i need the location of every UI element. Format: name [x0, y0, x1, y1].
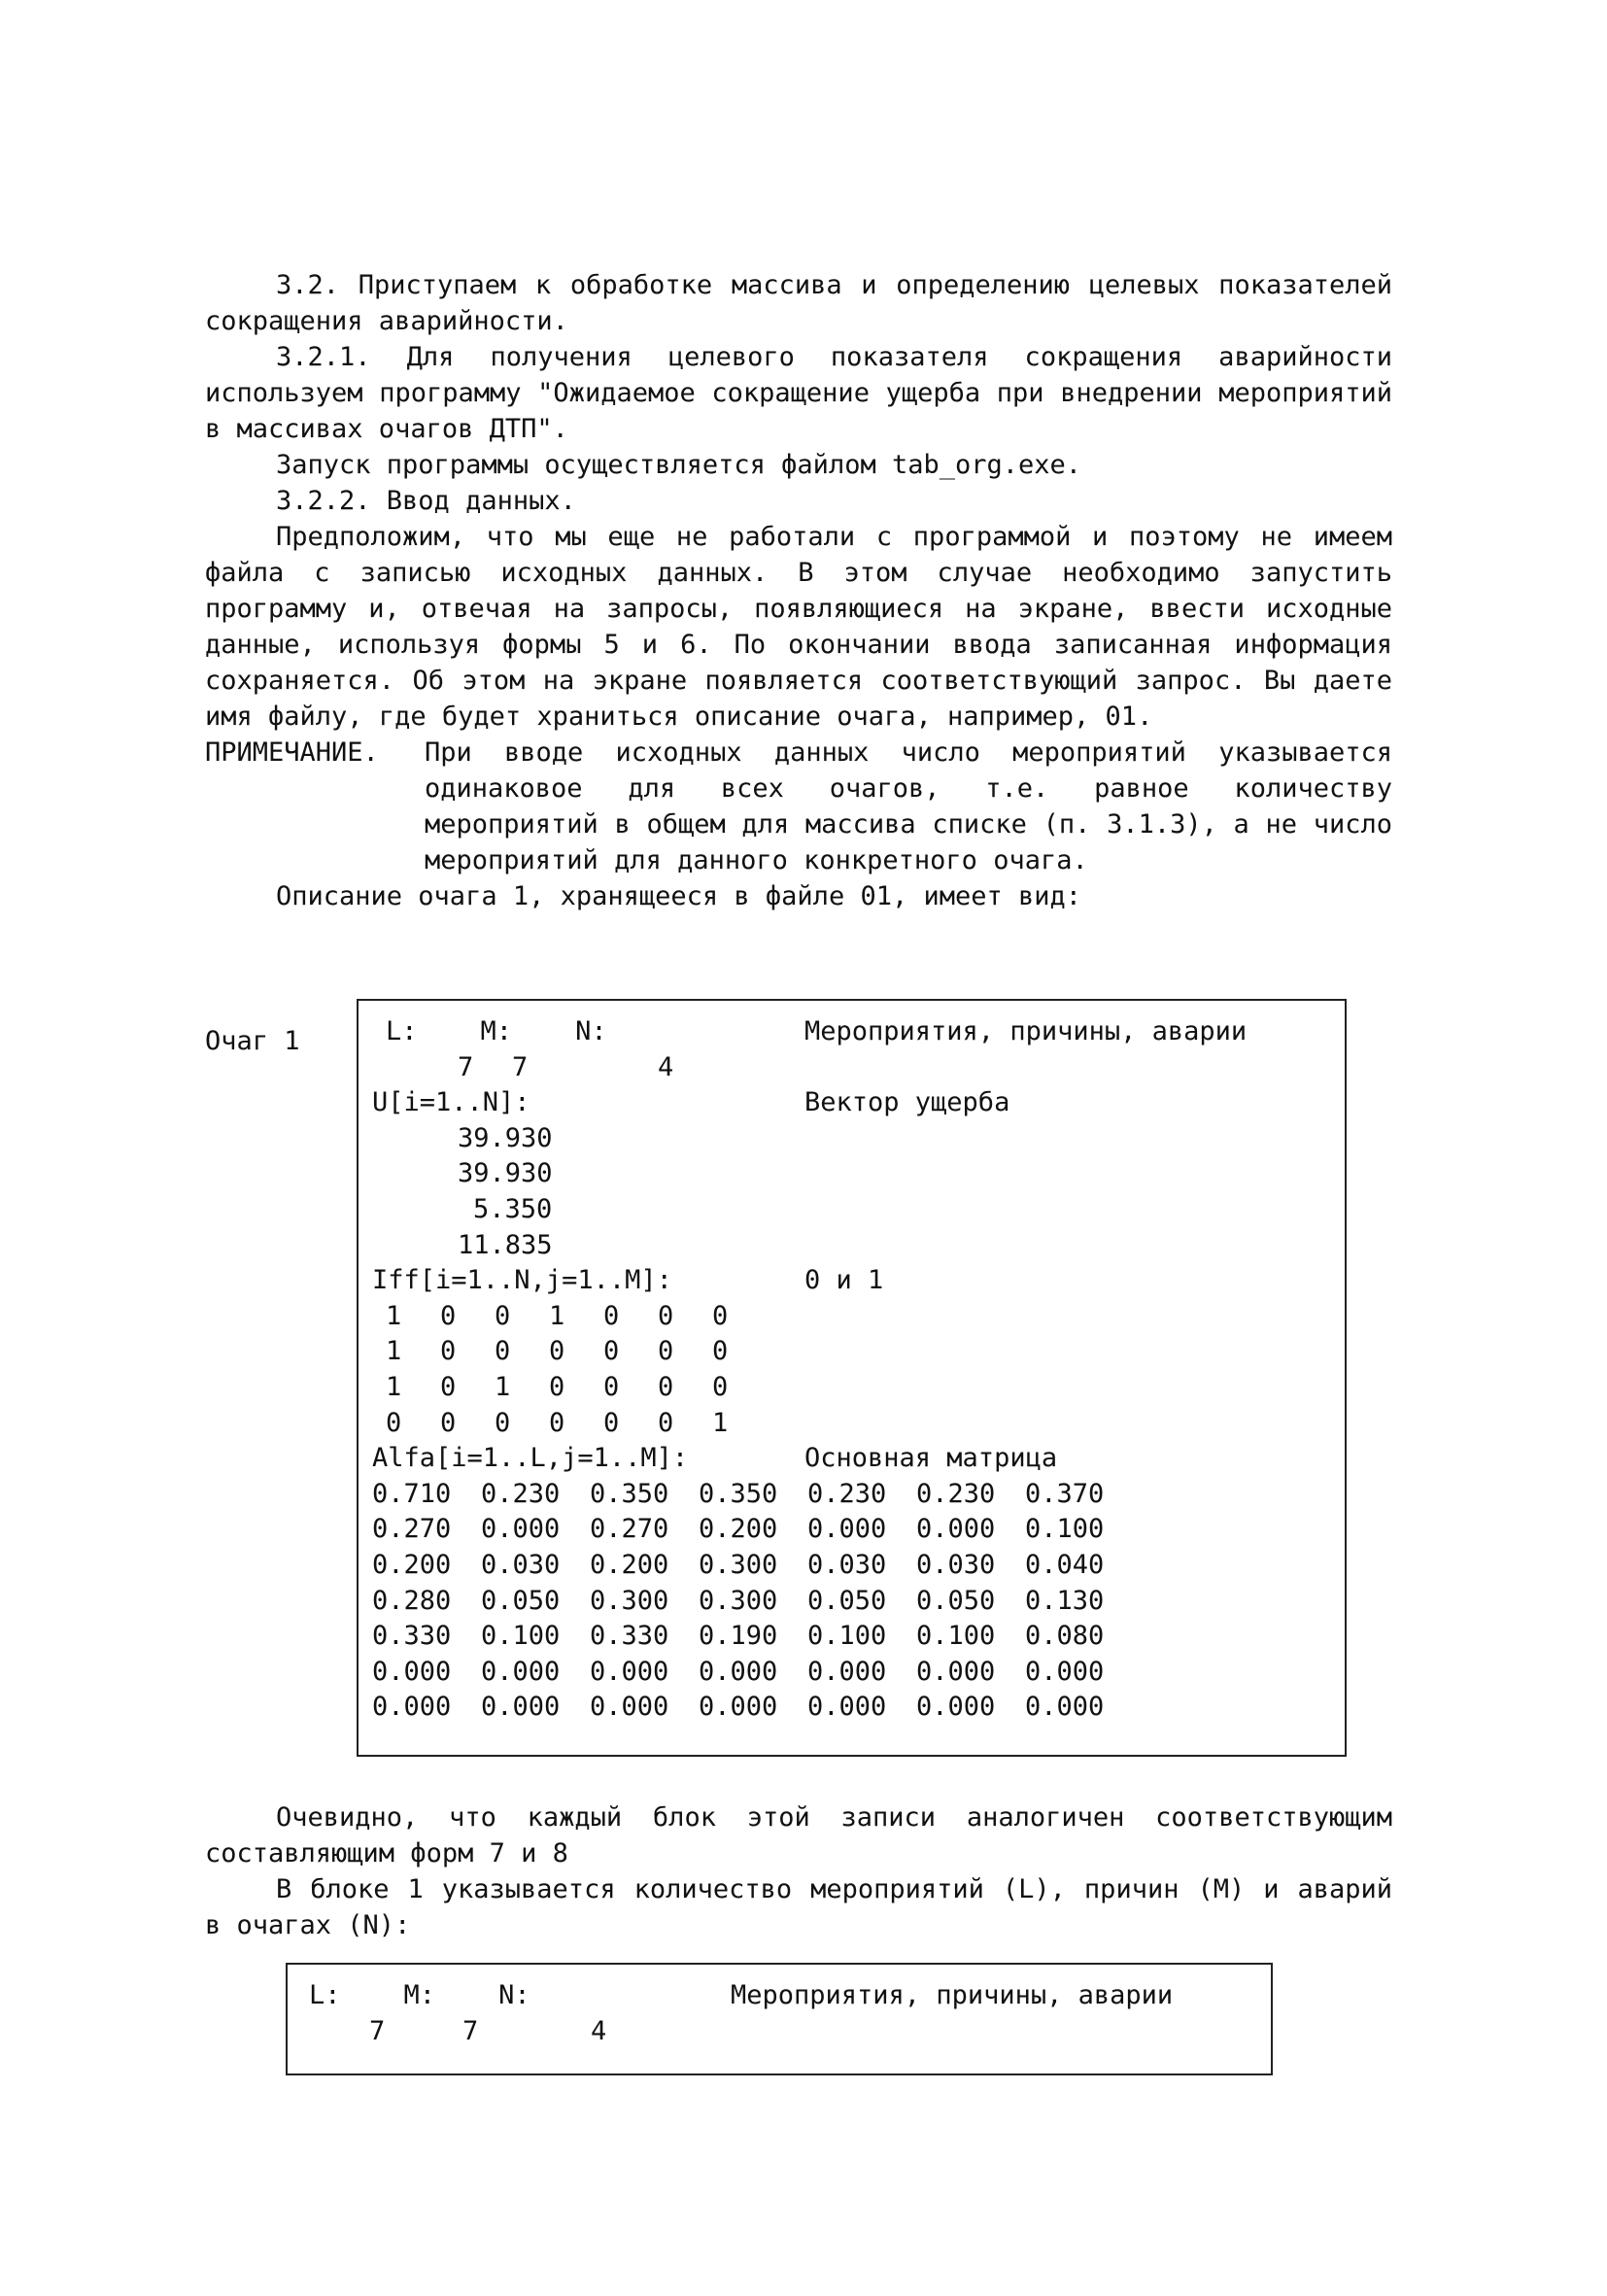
paragraph-record-intro: Описание очага 1, хранящееся в файле 01, имеет вид:	[276, 881, 1082, 911]
alfa-cell: 0.000	[916, 1692, 996, 1723]
alfa-cell: 0.080	[1025, 1621, 1105, 1652]
paragraph-block1: В блоке 1 указывается количество мероприятий (L), причин (М) и аварий в очагах (N):	[205, 1874, 1392, 1940]
iff-cell: 0	[658, 1336, 674, 1367]
alfa-cell: 0.000	[590, 1656, 669, 1687]
alfa-row	[372, 1655, 1335, 1691]
iff-header-row	[372, 1263, 1335, 1299]
block1-value-m: 7	[462, 2015, 479, 2046]
lmn-value-l: 7	[458, 1051, 474, 1082]
alfa-cell: 0.130	[1025, 1585, 1105, 1616]
alfa-cell: 0.100	[1025, 1514, 1105, 1545]
iff-desc: 0 и 1	[804, 1265, 884, 1296]
u-value: 5.350	[473, 1193, 553, 1224]
alfa-cell: 0.330	[590, 1621, 669, 1652]
alfa-cell: 0.000	[807, 1656, 887, 1687]
u-header: U[i=1..N]:	[372, 1087, 530, 1118]
iff-cell: 0	[712, 1300, 729, 1331]
alfa-cell: 0.200	[590, 1549, 669, 1580]
alfa-cell: 0.000	[699, 1692, 778, 1723]
alfa-cell: 0.000	[372, 1656, 452, 1687]
alfa-cell: 0.270	[372, 1514, 452, 1545]
alfa-cell: 0.000	[807, 1514, 887, 1545]
lmn-values-row	[372, 1050, 1335, 1086]
lmn-desc: Мероприятия, причины, аварии	[804, 1016, 1248, 1046]
block1-box	[286, 1963, 1273, 2075]
alfa-cell: 0.710	[372, 1478, 452, 1509]
iff-cell: 0	[603, 1371, 620, 1402]
alfa-cell: 0.370	[1025, 1478, 1105, 1509]
alfa-cell: 0.100	[481, 1621, 561, 1652]
alfa-cell: 0.230	[916, 1478, 996, 1509]
alfa-cell: 0.350	[590, 1478, 669, 1509]
u-value: 39.930	[458, 1122, 553, 1153]
record-box	[357, 999, 1347, 1757]
u-value: 11.835	[458, 1229, 553, 1260]
alfa-cell: 0.200	[372, 1549, 452, 1580]
iff-cell: 0	[495, 1407, 511, 1438]
iff-cell: 1	[386, 1336, 402, 1367]
iff-cell: 0	[440, 1336, 457, 1367]
note-text: При вводе исходных данных число мероприятий указывается одинаковое для всех очагов, т.е. равное количеству мероприятий в общем для массива списке (п. 3.1.3), а не число мероприятий для данного конкретного очага.	[425, 737, 1392, 875]
u-value-row	[372, 1156, 1335, 1192]
alfa-cell: 0.000	[1025, 1692, 1105, 1723]
alfa-cell: 0.000	[807, 1692, 887, 1723]
paragraph-3-2-2: 3.2.2. Ввод данных.	[276, 486, 576, 516]
alfa-desc: Основная матрица	[804, 1443, 1058, 1474]
iff-row	[372, 1370, 1335, 1406]
alfa-cell: 0.300	[590, 1585, 669, 1616]
alfa-cell: 0.000	[916, 1514, 996, 1545]
lmn-header-row	[372, 1014, 1335, 1050]
iff-row	[372, 1299, 1335, 1335]
alfa-header: Alfa[i=1..L,j=1..M]:	[372, 1443, 689, 1474]
iff-cell: 0	[658, 1300, 674, 1331]
iff-cell: 0	[440, 1407, 457, 1438]
iff-cell: 0	[658, 1371, 674, 1402]
alfa-matrix	[372, 1477, 1335, 1726]
note-block	[205, 735, 1392, 878]
alfa-cell: 0.030	[807, 1549, 887, 1580]
block1-header: L: M: N:	[309, 1980, 530, 2010]
iff-header: Iff[i=1..N,j=1..M]:	[372, 1265, 672, 1296]
block1-value-n: 4	[591, 2015, 607, 2046]
iff-cell: 0	[549, 1371, 565, 1402]
alfa-cell: 0.350	[699, 1478, 778, 1509]
alfa-cell: 0.040	[1025, 1549, 1105, 1580]
iff-row	[372, 1406, 1335, 1442]
alfa-cell: 0.000	[481, 1514, 561, 1545]
u-value-row	[372, 1121, 1335, 1157]
iff-cell: 0	[386, 1407, 402, 1438]
alfa-row	[372, 1584, 1335, 1620]
block1-header-row	[309, 1978, 1261, 2014]
lmn-value-n: 4	[658, 1051, 674, 1082]
iff-cell: 1	[549, 1300, 565, 1331]
iff-cell: 0	[549, 1336, 565, 1367]
alfa-cell: 0.230	[481, 1478, 561, 1509]
alfa-cell: 0.050	[481, 1585, 561, 1616]
alfa-cell: 0.000	[481, 1656, 561, 1687]
alfa-row	[372, 1548, 1335, 1584]
alfa-cell: 0.030	[481, 1549, 561, 1580]
iff-row	[372, 1334, 1335, 1370]
alfa-cell: 0.270	[590, 1514, 669, 1545]
iff-cell: 0	[440, 1371, 457, 1402]
paragraph-input: Предположим, что мы еще не работали с программой и поэтому не имеем файла с записью исходных данных. В этом случае необходимо запустить программу и, отвечая на запросы, появляющиеся на экране, ввести исходные данные, используя формы 5 и 6. По окончании ввода записанная информация сохраняется. Об этом на экране появляется соответствующий запрос. Вы даете имя файлу, где будет храниться описание очага, например, 01.	[205, 522, 1392, 732]
u-value: 39.930	[458, 1158, 553, 1189]
iff-cell: 0	[603, 1336, 620, 1367]
alfa-header-row	[372, 1441, 1335, 1477]
alfa-cell: 0.190	[699, 1621, 778, 1652]
note-label: ПРИМЕЧАНИЕ.	[205, 737, 379, 768]
iff-cell: 0	[495, 1300, 511, 1331]
alfa-cell: 0.230	[807, 1478, 887, 1509]
lmn-header: L: M: N:	[386, 1016, 607, 1046]
iff-cell: 0	[440, 1300, 457, 1331]
alfa-cell: 0.330	[372, 1621, 452, 1652]
iff-cell: 1	[495, 1371, 511, 1402]
block1-value-l: 7	[369, 2015, 386, 2046]
iff-cell: 1	[386, 1371, 402, 1402]
alfa-cell: 0.200	[699, 1514, 778, 1545]
block1-content	[309, 1978, 1261, 2049]
u-header-row	[372, 1085, 1335, 1121]
iff-cell: 1	[712, 1407, 729, 1438]
iff-cell: 1	[386, 1300, 402, 1331]
paragraph-launch: Запуск программы осуществляется файлом tab_org.exe.	[276, 450, 1082, 480]
alfa-cell: 0.050	[916, 1585, 996, 1616]
paragraph-3-2: 3.2. Приступаем к обработке массива и определению целевых показателей сокращения аварийности.	[205, 270, 1392, 336]
alfa-cell: 0.300	[699, 1549, 778, 1580]
alfa-cell: 0.030	[916, 1549, 996, 1580]
block1-desc: Мероприятия, причины, аварии	[731, 1980, 1174, 2010]
iff-cell: 0	[603, 1407, 620, 1438]
alfa-cell: 0.000	[481, 1692, 561, 1723]
alfa-cell: 0.000	[916, 1656, 996, 1687]
alfa-row	[372, 1690, 1335, 1726]
alfa-row	[372, 1619, 1335, 1655]
iff-cell: 0	[495, 1336, 511, 1367]
u-value-row	[372, 1228, 1335, 1264]
alfa-cell: 0.100	[916, 1621, 996, 1652]
iff-cell: 0	[712, 1336, 729, 1367]
alfa-cell: 0.300	[699, 1585, 778, 1616]
u-value-row	[372, 1192, 1335, 1228]
alfa-cell: 0.000	[1025, 1656, 1105, 1687]
u-desc: Вектор ущерба	[804, 1087, 1010, 1118]
lmn-value-m: 7	[512, 1051, 529, 1082]
iff-cell: 0	[658, 1407, 674, 1438]
iff-cell: 0	[549, 1407, 565, 1438]
record-content	[372, 1014, 1335, 1726]
alfa-cell: 0.000	[699, 1656, 778, 1687]
alfa-cell: 0.000	[590, 1692, 669, 1723]
alfa-cell: 0.000	[372, 1692, 452, 1723]
alfa-cell: 0.280	[372, 1585, 452, 1616]
paragraph-3-2-1: 3.2.1. Для получения целевого показателя сокращения аварийности используем программу "Ожидаемое сокращение ущерба при внедрении мероприятий в массивах очагов ДТП".	[205, 342, 1392, 444]
paragraph-analogy: Очевидно, что каждый блок этой записи аналогичен соответствующим составляющим форм 7 и 8	[205, 1802, 1392, 1868]
alfa-cell: 0.100	[807, 1621, 887, 1652]
iff-cell: 0	[603, 1300, 620, 1331]
alfa-row	[372, 1477, 1335, 1513]
alfa-cell: 0.050	[807, 1585, 887, 1616]
alfa-row	[372, 1512, 1335, 1548]
iff-matrix	[372, 1299, 1335, 1441]
block1-values-row	[309, 2014, 1261, 2050]
record-label: Очаг 1	[205, 1026, 300, 1056]
upper-text	[205, 267, 1392, 914]
lower-text	[205, 1799, 1392, 1943]
iff-cell: 0	[712, 1371, 729, 1402]
